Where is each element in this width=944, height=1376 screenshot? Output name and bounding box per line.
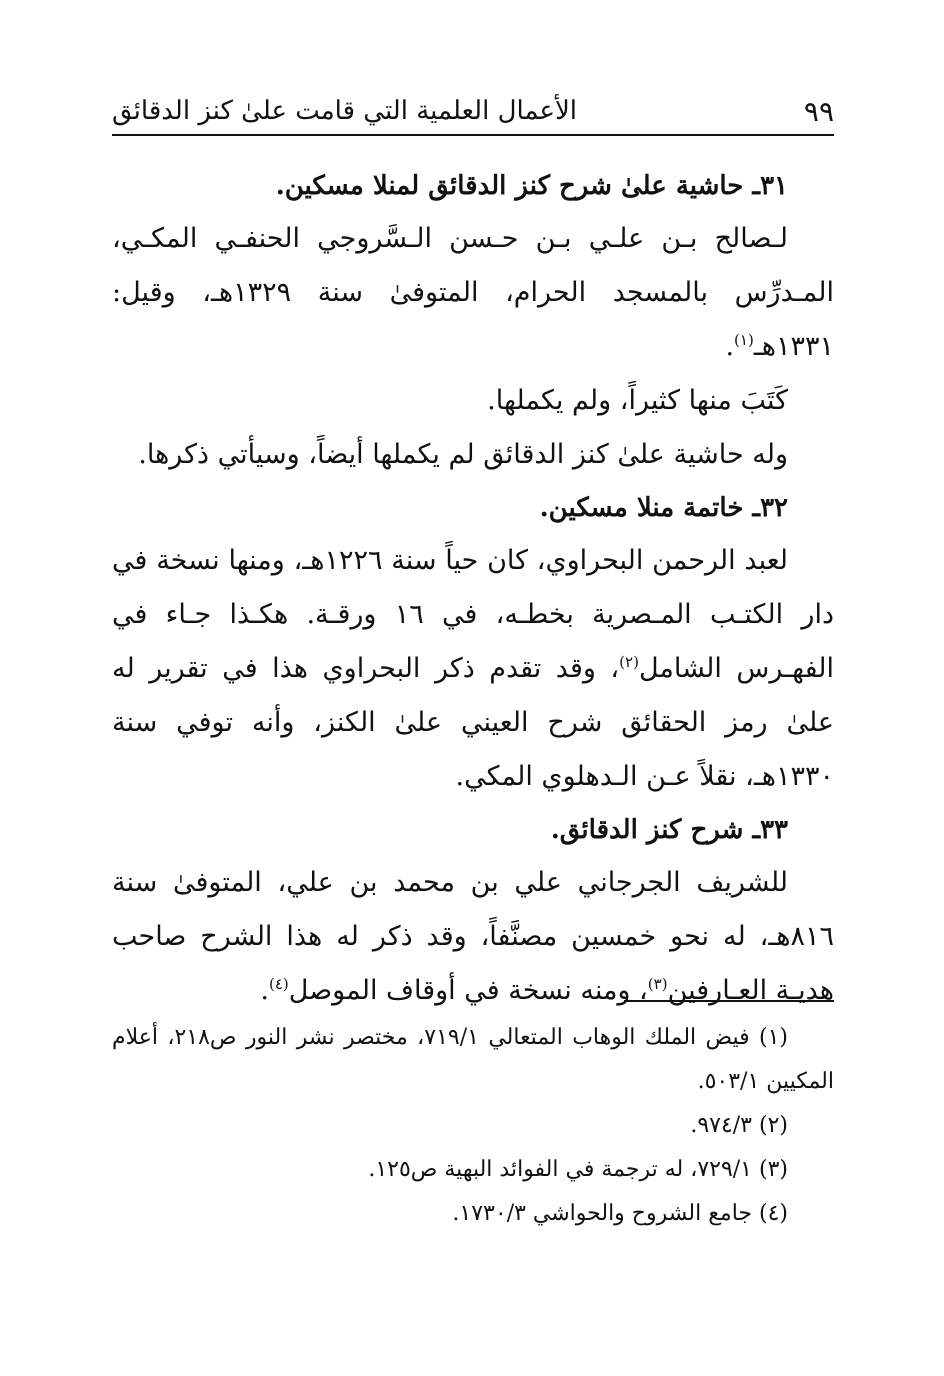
- entry-31: [112, 160, 834, 482]
- paragraph-text: للشريف الجرجاني علي بن محمد بن علي، المتوفىٰ سنة ٨١٦هـ، له نحو خمسين مصنَّفاً، وقد ذكر له هذا الشرح صاحب هديـة العـارفين: [112, 867, 834, 1006]
- paragraph-text: ، ومنه نسخة في أوقاف الموصل: [288, 975, 648, 1006]
- page-number: ٩٩: [803, 94, 834, 128]
- footnote-ref[interactable]: (١): [734, 331, 754, 349]
- footnote-ref[interactable]: (٤): [269, 975, 289, 993]
- entry-33: [112, 804, 834, 1018]
- paragraph-text: لـصالح بـن علـي بـن حـسن الـسَّروجي الحنفـي المكـي، المـدرِّس بالمسجد الحرام، المتوفىٰ سنة ١٣٢٩هـ، وقيل: ١٣٣١هـ: [112, 223, 834, 362]
- paragraph-text: ، وقد تقدم ذكر البحراوي هذا في تقرير له علىٰ رمز الحقائق شرح العيني علىٰ الكنز، وأنه توفي سنة ١٣٣٠هـ، نقلاً عـن الـدهلوي المكي.: [112, 653, 834, 792]
- footnote-divider: [624, 1000, 834, 1002]
- paragraph: [112, 212, 834, 374]
- entry-32: [112, 482, 834, 804]
- entry-title: ٣٢ـ خاتمة منلا مسكين.: [539, 493, 788, 523]
- footnote: (٢) ٩٧٤/٣.: [690, 1113, 788, 1138]
- footnotes: [112, 1000, 834, 1236]
- footnote: (١) فيض الملك الوهاب المتعالي ٧١٩/١، مختصر نشر النور ص٢١٨، أعلام المكيين ٥٠٣/١.: [112, 1025, 834, 1094]
- paragraph-end: .: [260, 975, 269, 1006]
- paragraph-text: لعبد الرحمن البحراوي، كان حياً سنة ١٢٢٦هـ، ومنها نسخة في دار الكتـب المـصرية بخطـه، في ١٦ ورقـة. هكـذا جـاء في الفهـرس الشامل: [112, 545, 834, 684]
- footnote-ref[interactable]: (٣): [647, 975, 668, 993]
- footnote: (٣) ٧٢٩/١، له ترجمة في الفوائد البهية ص١٢٥.: [368, 1157, 788, 1182]
- footnote: (٤) جامع الشروح والحواشي ١٧٣٠/٣.: [452, 1201, 788, 1226]
- paragraph: [112, 856, 834, 1018]
- paragraph: وله حاشية علىٰ كنز الدقائق لم يكملها أيضاً، وسيأتي ذكرها.: [138, 439, 788, 470]
- paragraph: [112, 534, 834, 804]
- footnote-ref[interactable]: (٢): [619, 653, 639, 671]
- paragraph-end: .: [725, 331, 735, 362]
- page-header: [112, 88, 834, 136]
- entry-title: ٣٣ـ شرح كنز الدقائق.: [550, 815, 788, 845]
- main-text: [112, 160, 834, 1018]
- paragraph: كَتَبَ منها كثيراً، ولم يكملها.: [487, 385, 788, 416]
- entry-title: ٣١ـ حاشية علىٰ شرح كنز الدقائق لمنلا مسكين.: [275, 171, 788, 201]
- running-title: الأعمال العلمية التي قامت علىٰ كنز الدقائق: [112, 96, 578, 126]
